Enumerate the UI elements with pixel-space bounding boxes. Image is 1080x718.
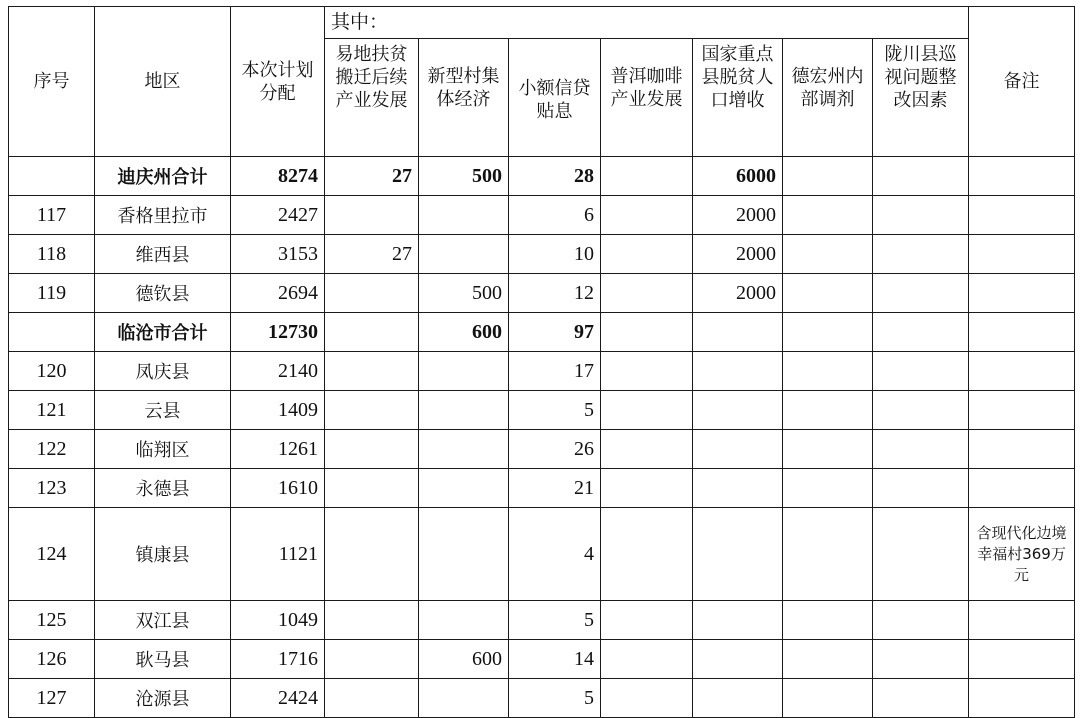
header-sub-relocation-label: 易地扶贫搬迁后续产业发展 — [335, 44, 408, 111]
cell-longchuan — [873, 508, 969, 601]
cell-longchuan — [873, 274, 969, 313]
header-sub-dehong — [783, 39, 873, 157]
cell-region: 双江县 — [95, 601, 231, 640]
cell-seq: 118 — [9, 235, 95, 274]
cell-key-county — [693, 508, 783, 601]
cell-relocation — [325, 601, 419, 640]
cell-region: 云县 — [95, 391, 231, 430]
cell-relocation — [325, 274, 419, 313]
cell-note — [969, 157, 1075, 196]
cell-collective — [419, 469, 509, 508]
cell-collective — [419, 352, 509, 391]
header-region: 地区 — [95, 7, 231, 157]
cell-seq: 121 — [9, 391, 95, 430]
cell-relocation — [325, 196, 419, 235]
cell-relocation — [325, 352, 419, 391]
table-row — [9, 391, 1075, 430]
cell-microcredit: 10 — [509, 235, 601, 274]
header-sub-relocation — [325, 39, 419, 157]
header-alloc — [231, 7, 325, 157]
cell-region: 香格里拉市 — [95, 196, 231, 235]
cell-microcredit: 21 — [509, 469, 601, 508]
cell-region: 沧源县 — [95, 679, 231, 718]
cell-longchuan — [873, 391, 969, 430]
cell-region: 凤庆县 — [95, 352, 231, 391]
cell-coffee — [601, 391, 693, 430]
cell-total: 2427 — [231, 196, 325, 235]
header-sub-collective — [419, 39, 509, 157]
cell-key-county — [693, 352, 783, 391]
cell-microcredit: 5 — [509, 679, 601, 718]
cell-microcredit: 12 — [509, 274, 601, 313]
cell-relocation — [325, 640, 419, 679]
header-sub-dehong-label: 德宏州内部调剂 — [791, 66, 864, 110]
cell-coffee — [601, 679, 693, 718]
table-row — [9, 352, 1075, 391]
cell-key-county: 2000 — [693, 274, 783, 313]
cell-longchuan — [873, 469, 969, 508]
cell-seq: 124 — [9, 508, 95, 601]
cell-microcredit: 26 — [509, 430, 601, 469]
cell-relocation — [325, 391, 419, 430]
cell-dehong — [783, 274, 873, 313]
cell-key-county: 2000 — [693, 235, 783, 274]
cell-coffee — [601, 640, 693, 679]
cell-longchuan — [873, 352, 969, 391]
cell-seq: 122 — [9, 430, 95, 469]
table-row-lincang-total — [9, 313, 1075, 352]
cell-microcredit: 28 — [509, 157, 601, 196]
cell-longchuan — [873, 430, 969, 469]
cell-note — [969, 235, 1075, 274]
cell-microcredit: 5 — [509, 601, 601, 640]
cell-dehong — [783, 391, 873, 430]
cell-note — [969, 601, 1075, 640]
cell-coffee — [601, 313, 693, 352]
header-sub-longchuan — [873, 39, 969, 157]
cell-seq: 127 — [9, 679, 95, 718]
cell-note: 含现代化边境幸福村369万元 — [969, 508, 1075, 601]
header-sub-microcredit — [509, 39, 601, 157]
cell-coffee — [601, 430, 693, 469]
cell-collective — [419, 235, 509, 274]
table-row — [9, 508, 1075, 601]
cell-coffee — [601, 601, 693, 640]
cell-total: 1409 — [231, 391, 325, 430]
cell-relocation — [325, 679, 419, 718]
header-sub-key-county — [693, 39, 783, 157]
cell-total: 2140 — [231, 352, 325, 391]
cell-dehong — [783, 508, 873, 601]
cell-collective — [419, 430, 509, 469]
cell-microcredit: 97 — [509, 313, 601, 352]
cell-dehong — [783, 679, 873, 718]
cell-collective — [419, 601, 509, 640]
cell-region: 镇康县 — [95, 508, 231, 601]
cell-dehong — [783, 430, 873, 469]
cell-total: 1121 — [231, 508, 325, 601]
cell-coffee — [601, 469, 693, 508]
cell-key-county — [693, 679, 783, 718]
table-row — [9, 469, 1075, 508]
cell-region: 迪庆州合计 — [95, 157, 231, 196]
cell-longchuan — [873, 601, 969, 640]
cell-seq — [9, 313, 95, 352]
cell-note — [969, 391, 1075, 430]
cell-coffee — [601, 508, 693, 601]
cell-total: 12730 — [231, 313, 325, 352]
cell-collective: 500 — [419, 157, 509, 196]
cell-longchuan — [873, 235, 969, 274]
header-sub-coffee — [601, 39, 693, 157]
cell-longchuan — [873, 196, 969, 235]
table-row — [9, 196, 1075, 235]
cell-relocation — [325, 469, 419, 508]
cell-seq: 123 — [9, 469, 95, 508]
cell-total: 1716 — [231, 640, 325, 679]
cell-coffee — [601, 352, 693, 391]
cell-note — [969, 313, 1075, 352]
cell-total: 2694 — [231, 274, 325, 313]
cell-microcredit: 6 — [509, 196, 601, 235]
cell-seq: 125 — [9, 601, 95, 640]
cell-relocation: 27 — [325, 157, 419, 196]
cell-longchuan — [873, 640, 969, 679]
cell-seq — [9, 157, 95, 196]
cell-note — [969, 196, 1075, 235]
cell-collective — [419, 508, 509, 601]
header-of-which: 其中： — [325, 7, 969, 39]
cell-region: 临沧市合计 — [95, 313, 231, 352]
cell-collective — [419, 391, 509, 430]
cell-key-county — [693, 391, 783, 430]
cell-note — [969, 352, 1075, 391]
cell-dehong — [783, 157, 873, 196]
cell-total: 2424 — [231, 679, 325, 718]
cell-note — [969, 640, 1075, 679]
cell-total: 1261 — [231, 430, 325, 469]
table-row — [9, 235, 1075, 274]
header-sub-longchuan-label: 陇川县巡视问题整改因素 — [884, 44, 957, 111]
cell-collective: 500 — [419, 274, 509, 313]
cell-key-county: 6000 — [693, 157, 783, 196]
cell-note — [969, 274, 1075, 313]
table-row — [9, 601, 1075, 640]
cell-dehong — [783, 235, 873, 274]
header-alloc-label: 本次计划分配 — [241, 59, 314, 104]
cell-collective: 600 — [419, 640, 509, 679]
cell-region: 德钦县 — [95, 274, 231, 313]
cell-relocation — [325, 508, 419, 601]
cell-seq: 117 — [9, 196, 95, 235]
cell-total: 1610 — [231, 469, 325, 508]
cell-note — [969, 469, 1075, 508]
cell-region: 耿马县 — [95, 640, 231, 679]
cell-relocation — [325, 430, 419, 469]
cell-total: 8274 — [231, 157, 325, 196]
cell-dehong — [783, 313, 873, 352]
cell-region: 永德县 — [95, 469, 231, 508]
table-row — [9, 274, 1075, 313]
cell-dehong — [783, 469, 873, 508]
cell-longchuan — [873, 157, 969, 196]
header-sub-collective-label: 新型村集体经济 — [427, 66, 500, 110]
cell-dehong — [783, 640, 873, 679]
cell-key-county: 2000 — [693, 196, 783, 235]
header-sub-coffee-label: 普洱咖啡产业发展 — [610, 66, 683, 110]
cell-collective — [419, 679, 509, 718]
cell-key-county — [693, 430, 783, 469]
cell-key-county — [693, 601, 783, 640]
cell-key-county — [693, 313, 783, 352]
cell-coffee — [601, 157, 693, 196]
allocation-table-sheet — [8, 6, 1074, 710]
cell-relocation — [325, 313, 419, 352]
cell-region: 临翔区 — [95, 430, 231, 469]
header-sub-microcredit-label: 小额信贷贴息 — [518, 78, 591, 122]
cell-total: 3153 — [231, 235, 325, 274]
cell-collective: 600 — [419, 313, 509, 352]
cell-key-county — [693, 469, 783, 508]
cell-dehong — [783, 601, 873, 640]
cell-seq: 119 — [9, 274, 95, 313]
table-row — [9, 679, 1075, 718]
cell-microcredit: 17 — [509, 352, 601, 391]
cell-note — [969, 679, 1075, 718]
table-row — [9, 640, 1075, 679]
table-row-diqing-total — [9, 157, 1075, 196]
cell-coffee — [601, 235, 693, 274]
table-row — [9, 430, 1075, 469]
cell-seq: 120 — [9, 352, 95, 391]
cell-key-county — [693, 640, 783, 679]
cell-dehong — [783, 196, 873, 235]
cell-microcredit: 5 — [509, 391, 601, 430]
cell-microcredit: 4 — [509, 508, 601, 601]
cell-region: 维西县 — [95, 235, 231, 274]
header-sub-key-county-label: 国家重点县脱贫人口增收 — [701, 44, 774, 111]
cell-longchuan — [873, 313, 969, 352]
cell-coffee — [601, 196, 693, 235]
cell-longchuan — [873, 679, 969, 718]
header-note: 备注 — [969, 7, 1075, 157]
cell-relocation: 27 — [325, 235, 419, 274]
cell-dehong — [783, 352, 873, 391]
cell-total: 1049 — [231, 601, 325, 640]
cell-microcredit: 14 — [509, 640, 601, 679]
cell-note — [969, 430, 1075, 469]
allocation-table — [8, 6, 1075, 718]
cell-collective — [419, 196, 509, 235]
cell-seq: 126 — [9, 640, 95, 679]
header-seq: 序号 — [9, 7, 95, 157]
cell-coffee — [601, 274, 693, 313]
